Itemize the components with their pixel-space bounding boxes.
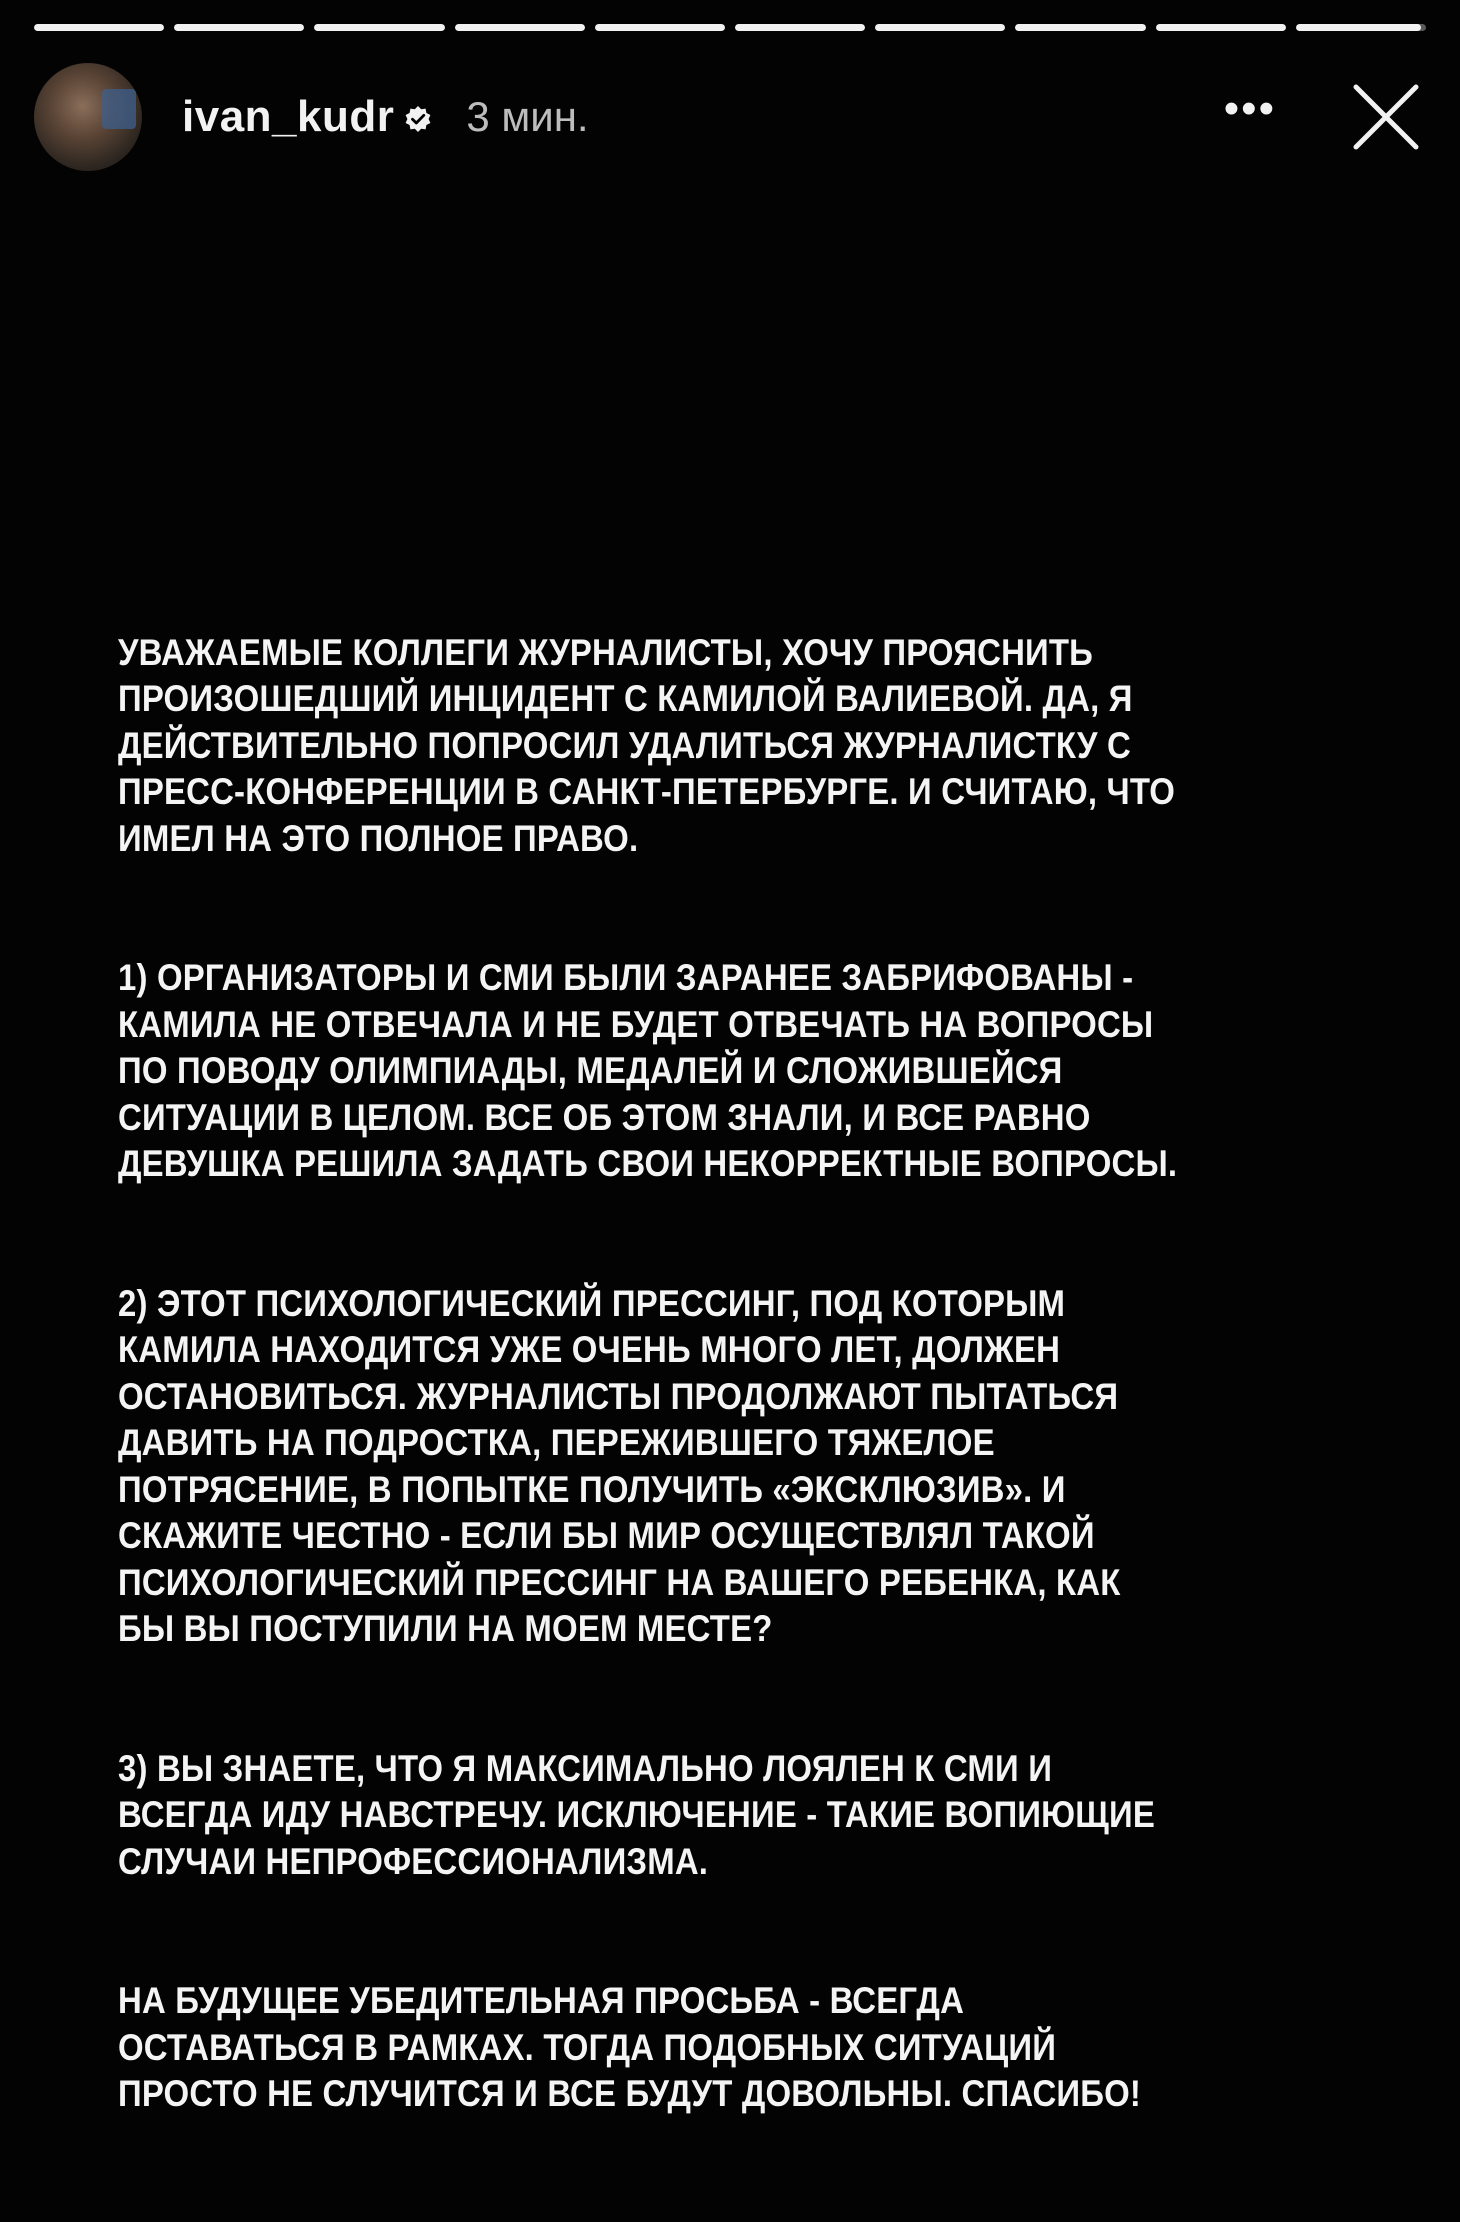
progress-segment-fill [1156, 24, 1286, 31]
story-header [34, 62, 1426, 172]
story-progress-bar [34, 24, 1426, 31]
progress-segment [34, 24, 164, 31]
paragraph-point-1: 1) ОРГАНИЗАТОРЫ И СМИ БЫЛИ ЗАРАНЕЕ ЗАБРИФОВАНЫ - КАМИЛА НЕ ОТВЕЧАЛА И НЕ БУДЕТ ОТВЕЧАТЬ НА ВОПРОСЫ ПО ПОВОДУ ОЛИМПИАДЫ, МЕДАЛЕЙ И СЛОЖИВШЕЙСЯ СИТУАЦИИ В ЦЕЛОМ. ВСЕ ОБ ЭТОМ ЗНАЛИ, И ВСЕ РАВНО ДЕВУШКА РЕШИЛА ЗАДАТЬ СВОИ НЕКОРРЕКТНЫЕ ВОПРОСЫ. [118, 957, 1178, 1184]
avatar[interactable] [34, 63, 142, 171]
paragraph-closing: НА БУДУЩЕЕ УБЕДИТЕЛЬНАЯ ПРОСЬБА - ВСЕГДА ОСТАВАТЬСЯ В РАМКАХ. ТОГДА ПОДОБНЫХ СИТУАЦИЙ ПРОСТО НЕ СЛУЧИТСЯ И ВСЕ БУДУТ ДОВОЛЬНЫ. СПАСИБО! [118, 1980, 1142, 2114]
progress-segment-fill [735, 24, 865, 31]
progress-segment [1156, 24, 1286, 31]
verified-badge-icon [404, 105, 432, 133]
progress-segment [174, 24, 304, 31]
progress-segment-fill [455, 24, 585, 31]
progress-segment-fill [1015, 24, 1145, 31]
paragraph-point-2: 2) ЭТОТ ПСИХОЛОГИЧЕСКИЙ ПРЕССИНГ, ПОД КОТОРЫМ КАМИЛА НАХОДИТСЯ УЖЕ ОЧЕНЬ МНОГО ЛЕТ, ДОЛЖЕН ОСТАНОВИТЬСЯ. ЖУРНАЛИСТЫ ПРОДОЛЖАЮТ ПЫТАТЬСЯ ДАВИТЬ НА ПОДРОСТКА, ПЕРЕЖИВШЕГО ТЯЖЕЛОЕ ПОТРЯСЕНИЕ, В ПОПЫТКЕ ПОЛУЧИТЬ «ЭКСКЛЮЗИВ». И СКАЖИТЕ ЧЕСТНО - ЕСЛИ БЫ МИР ОСУЩЕСТВЛЯЛ ТАКОЙ ПСИХОЛОГИЧЕСКИЙ ПРЕССИНГ НА ВАШЕГО РЕБЕНКА, КАК БЫ ВЫ ПОСТУПИЛИ НА МОЕМ МЕСТЕ? [118, 1282, 1121, 1649]
progress-segment [735, 24, 865, 31]
progress-segment-fill [595, 24, 725, 31]
paragraph-intro: УВАЖАЕМЫЕ КОЛЛЕГИ ЖУРНАЛИСТЫ, ХОЧУ ПРОЯСНИТЬ ПРОИЗОШЕДШИЙ ИНЦИДЕНТ С КАМИЛОЙ ВАЛИЕВОЙ. ДА, Я ДЕЙСТВИТЕЛЬНО ПОПРОСИЛ УДАЛИТЬСЯ ЖУРНАЛИСТКУ С ПРЕСС-КОНФЕРЕНЦИИ В САНКТ-ПЕТЕРБУРГЕ. И СЧИТАЮ, ЧТО ИМЕЛ НА ЭТО ПОЛНОЕ ПРАВО. [118, 631, 1176, 859]
progress-segment-fill [174, 24, 304, 31]
progress-segment [1296, 24, 1426, 31]
close-icon[interactable] [1348, 79, 1424, 155]
progress-segment-fill [1296, 24, 1421, 31]
progress-segment [595, 24, 725, 31]
progress-segment-fill [314, 24, 444, 31]
progress-segment-fill [875, 24, 1005, 31]
story-text [118, 583, 1222, 2164]
username[interactable]: ivan_kudr [182, 92, 395, 141]
progress-segment [455, 24, 585, 31]
progress-segment-fill [34, 24, 164, 31]
post-time: 3 мин. [466, 93, 589, 140]
progress-segment [1015, 24, 1145, 31]
progress-segment [875, 24, 1005, 31]
paragraph-point-3: 3) ВЫ ЗНАЕТЕ, ЧТО Я МАКСИМАЛЬНО ЛОЯЛЕН К СМИ И ВСЕГДА ИДУ НАВСТРЕЧУ. ИСКЛЮЧЕНИЕ - ТАКИЕ ВОПИЮЩИЕ СЛУЧАИ НЕПРОФЕССИОНАЛИЗМА. [118, 1747, 1156, 1882]
more-options-icon[interactable]: ••• [1223, 84, 1276, 133]
progress-segment [314, 24, 444, 31]
